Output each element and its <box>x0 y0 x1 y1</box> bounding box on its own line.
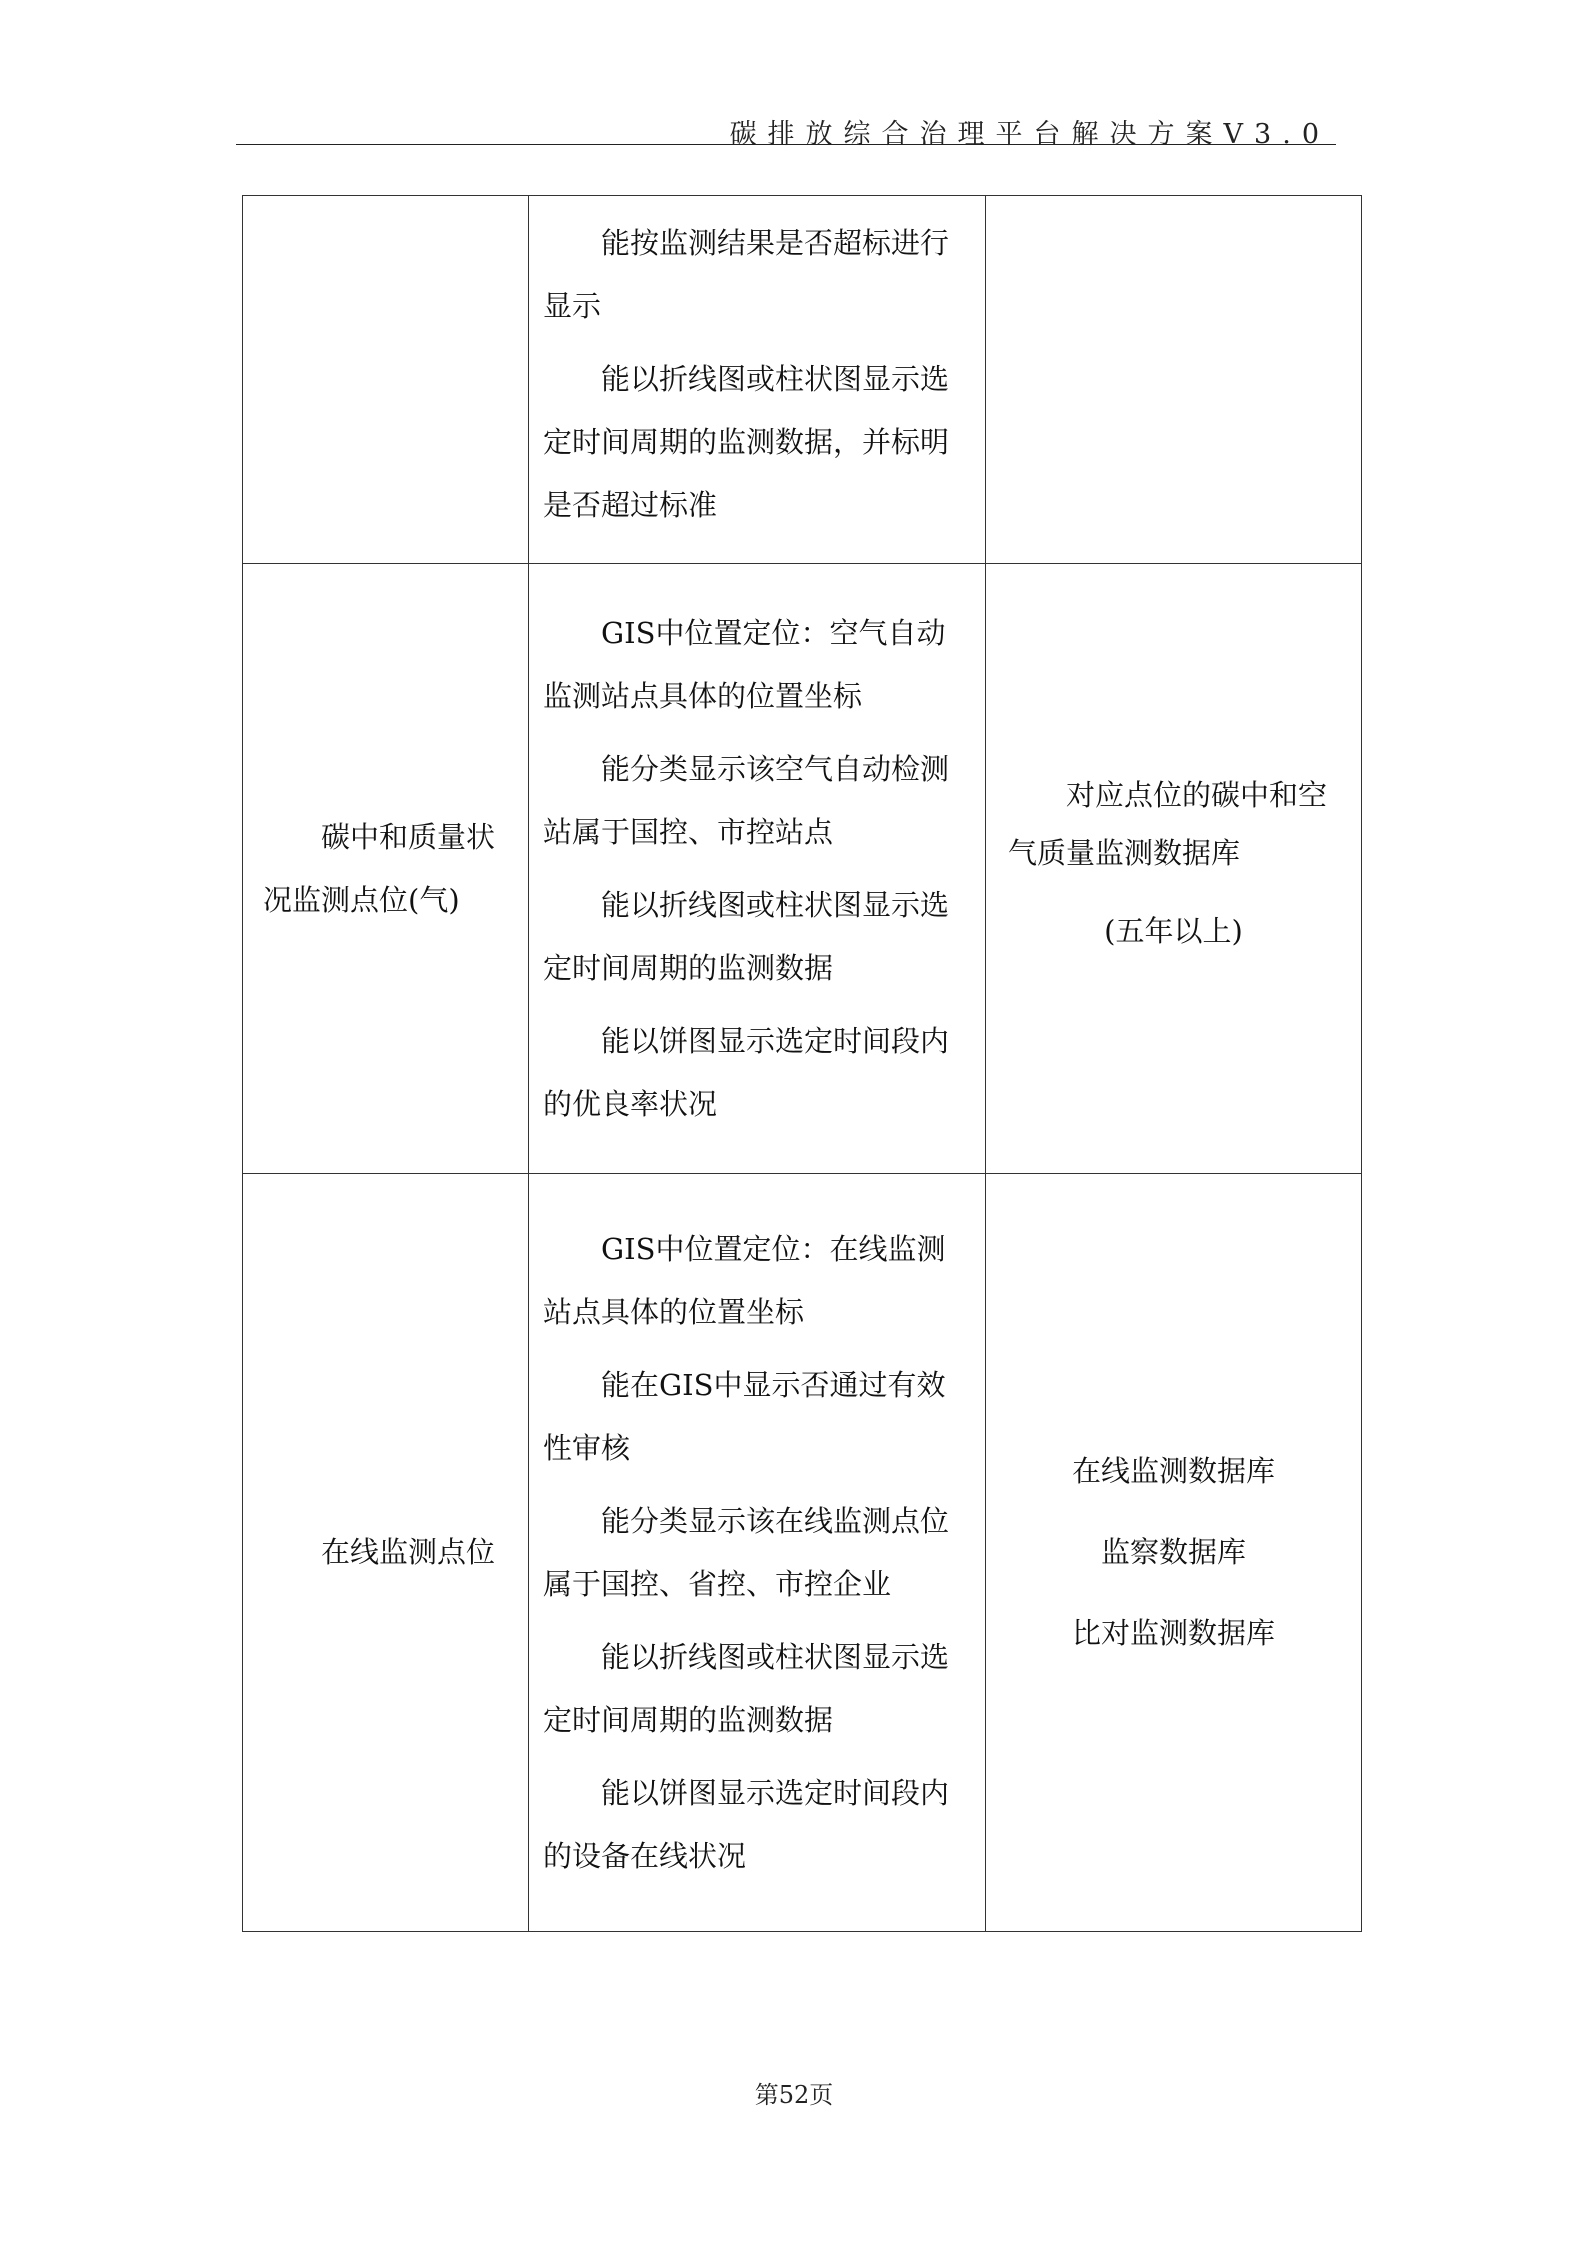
database-cell <box>986 1174 1362 1932</box>
database-note: (五年以上) <box>1104 914 1243 948</box>
table-row <box>243 1174 1362 1932</box>
database-cell <box>986 564 1362 1174</box>
feature-text: 能以饼图显示选定时间段内的设备在线状况 <box>543 1775 950 1873</box>
database-text: 监察数据库 <box>1100 1535 1246 1569</box>
feature-text: 能在GIS中显示否通过有效性审核 <box>543 1367 946 1465</box>
requirements-table <box>242 195 1362 1932</box>
item-name-cell <box>243 564 529 1174</box>
page-header <box>236 108 1336 150</box>
feature-text: 能以折线图或柱状图显示选定时间周期的监测数据 <box>543 887 950 985</box>
feature-cell <box>529 196 986 564</box>
feature-text: GIS中位置定位：在线监测站点具体的位置坐标 <box>543 1231 946 1329</box>
table-row <box>243 196 1362 564</box>
database-cell <box>986 196 1362 564</box>
feature-text: 能分类显示该在线监测点位属于国控、省控、市控企业 <box>543 1503 950 1601</box>
document-title: 碳排放综合治理平台解决方案V3.0 <box>729 119 1330 150</box>
page-number: 第52页 <box>754 2081 834 2109</box>
feature-text: GIS中位置定位：空气自动监测站点具体的位置坐标 <box>543 615 946 713</box>
feature-text: 能以饼图显示选定时间段内的优良率状况 <box>543 1023 950 1121</box>
database-text: 比对监测数据库 <box>1071 1616 1275 1650</box>
feature-text: 能按监测结果是否超标进行显示 <box>543 226 950 323</box>
item-name: 碳中和质量状况监测点位(气) <box>263 819 496 917</box>
item-name-cell <box>243 1174 529 1932</box>
item-name: 在线监测点位 <box>321 1535 496 1569</box>
database-text: 在线监测数据库 <box>1071 1454 1275 1488</box>
feature-cell <box>529 1174 986 1932</box>
table-row <box>243 564 1362 1174</box>
feature-text: 能以折线图或柱状图显示选定时间周期的监测数据，并标明是否超过标准 <box>543 362 950 522</box>
feature-text: 能以折线图或柱状图显示选定时间周期的监测数据 <box>543 1639 950 1737</box>
database-text: 对应点位的碳中和空气质量监测数据库 <box>1008 778 1328 870</box>
feature-cell <box>529 564 986 1174</box>
item-name-cell <box>243 196 529 564</box>
feature-text: 能分类显示该空气自动检测站属于国控、市控站点 <box>543 751 950 849</box>
